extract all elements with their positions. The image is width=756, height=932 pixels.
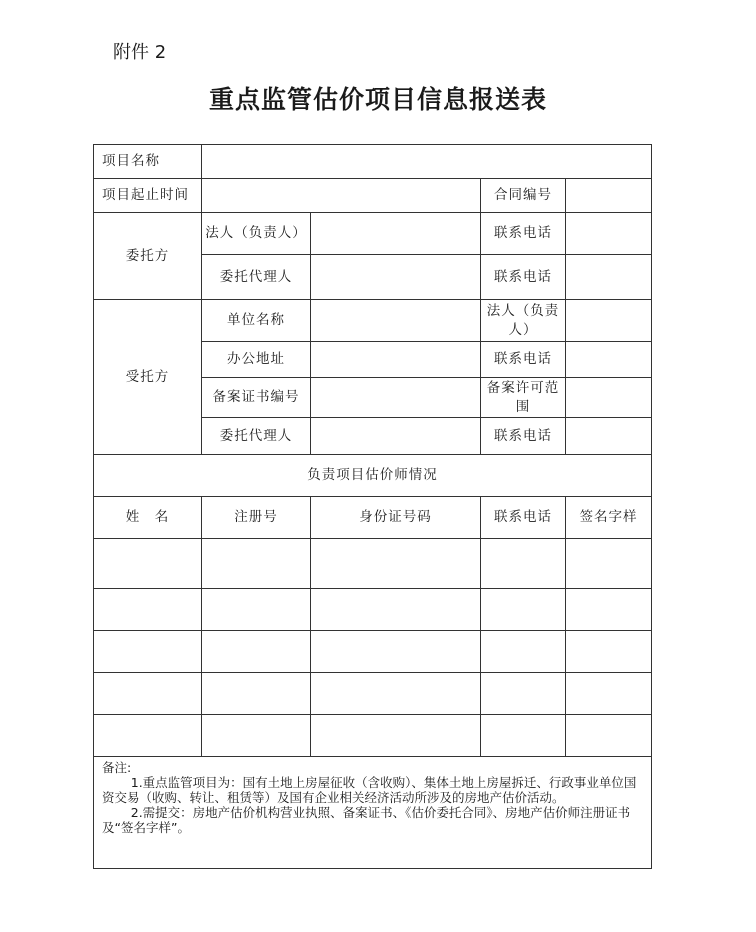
row-client-legal	[94, 213, 652, 255]
trustee-legal-person-field[interactable]	[566, 300, 652, 342]
appraiser-phone-cell[interactable]	[481, 539, 566, 589]
table-row	[94, 715, 652, 757]
col-reg-no-header: 注册号	[202, 497, 311, 539]
appraisers-header-row	[94, 497, 652, 539]
trustee-agent-field[interactable]	[311, 418, 481, 455]
contract-no-label: 合同编号	[481, 179, 566, 213]
notes-cell	[94, 757, 652, 869]
table-row	[94, 673, 652, 715]
appraiser-phone-cell[interactable]	[481, 631, 566, 673]
appraiser-reg-no-cell[interactable]	[202, 539, 311, 589]
row-project-name	[94, 145, 652, 179]
client-agent-phone-label: 联系电话	[481, 255, 566, 300]
project-name-label: 项目名称	[94, 145, 202, 179]
trustee-phone-field[interactable]	[566, 342, 652, 378]
client-legal-person-field[interactable]	[311, 213, 481, 255]
client-agent-field[interactable]	[311, 255, 481, 300]
row-trustee-unit	[94, 300, 652, 342]
project-period-label: 项目起止时间	[94, 179, 202, 213]
appraiser-signature-cell[interactable]	[566, 631, 652, 673]
appraiser-name-cell[interactable]	[94, 589, 202, 631]
row-project-period	[94, 179, 652, 213]
table-row	[94, 631, 652, 673]
col-name-header: 姓 名	[94, 497, 202, 539]
report-form-table	[93, 144, 652, 869]
unit-name-field[interactable]	[311, 300, 481, 342]
appraisers-section-heading: 负责项目估价师情况	[94, 455, 652, 497]
appraiser-reg-no-cell[interactable]	[202, 673, 311, 715]
project-period-field[interactable]	[202, 179, 481, 213]
appraiser-reg-no-cell[interactable]	[202, 589, 311, 631]
filing-cert-label: 备案证书编号	[202, 378, 311, 418]
client-legal-person-label: 法人（负责人）	[202, 213, 311, 255]
client-agent-label: 委托代理人	[202, 255, 311, 300]
notes-item-1: 1.重点监管项目为：国有土地上房屋征收（含收购）、集体土地上房屋拆迁、行政事业单位国资交易（收购、转让、租赁等）及国有企业相关经济活动所涉及的房地产估价活动。	[102, 775, 637, 805]
appraiser-signature-cell[interactable]	[566, 539, 652, 589]
appraiser-phone-cell[interactable]	[481, 589, 566, 631]
filing-scope-label: 备案许可范围	[481, 378, 566, 418]
contract-no-field[interactable]	[566, 179, 652, 213]
trustee-agent-label: 委托代理人	[202, 418, 311, 455]
trustee-phone-label: 联系电话	[481, 342, 566, 378]
notes-heading: 备注:	[102, 760, 132, 775]
filing-cert-field[interactable]	[311, 378, 481, 418]
appraiser-id-no-cell[interactable]	[311, 589, 481, 631]
client-legal-phone-field[interactable]	[566, 213, 652, 255]
client-agent-phone-field[interactable]	[566, 255, 652, 300]
appraiser-signature-cell[interactable]	[566, 715, 652, 757]
row-appraisers-section	[94, 455, 652, 497]
appraiser-id-no-cell[interactable]	[311, 631, 481, 673]
notes-item-2: 2.需提交：房地产估价机构营业执照、备案证书、《估价委托合同》、房地产估价师注册证书及“签名字样”。	[102, 805, 631, 835]
table-row	[94, 589, 652, 631]
col-signature-header: 签名字样	[566, 497, 652, 539]
appraiser-id-no-cell[interactable]	[311, 539, 481, 589]
appraiser-name-cell[interactable]	[94, 673, 202, 715]
filing-scope-field[interactable]	[566, 378, 652, 418]
form-title: 重点监管估价项目信息报送表	[208, 85, 547, 114]
appraiser-reg-no-cell[interactable]	[202, 715, 311, 757]
appraiser-name-cell[interactable]	[94, 631, 202, 673]
unit-name-label: 单位名称	[202, 300, 311, 342]
appraiser-phone-cell[interactable]	[481, 715, 566, 757]
appraiser-name-cell[interactable]	[94, 715, 202, 757]
appraiser-name-cell[interactable]	[94, 539, 202, 589]
appraiser-reg-no-cell[interactable]	[202, 631, 311, 673]
appraiser-signature-cell[interactable]	[566, 673, 652, 715]
office-address-field[interactable]	[311, 342, 481, 378]
appraiser-phone-cell[interactable]	[481, 673, 566, 715]
office-address-label: 办公地址	[202, 342, 311, 378]
trustee-legal-person-label: 法人（负责人）	[481, 300, 566, 342]
client-legal-phone-label: 联系电话	[481, 213, 566, 255]
col-id-no-header: 身份证号码	[311, 497, 481, 539]
appraiser-id-no-cell[interactable]	[311, 673, 481, 715]
table-row	[94, 539, 652, 589]
trustee-label: 受托方	[94, 300, 202, 455]
client-label: 委托方	[94, 213, 202, 300]
trustee-agent-phone-label: 联系电话	[481, 418, 566, 455]
appraiser-id-no-cell[interactable]	[311, 715, 481, 757]
appraiser-signature-cell[interactable]	[566, 589, 652, 631]
col-phone-header: 联系电话	[481, 497, 566, 539]
attachment-label: 附件 2	[113, 42, 167, 63]
trustee-agent-phone-field[interactable]	[566, 418, 652, 455]
project-name-field[interactable]	[202, 145, 652, 179]
row-notes	[94, 757, 652, 869]
